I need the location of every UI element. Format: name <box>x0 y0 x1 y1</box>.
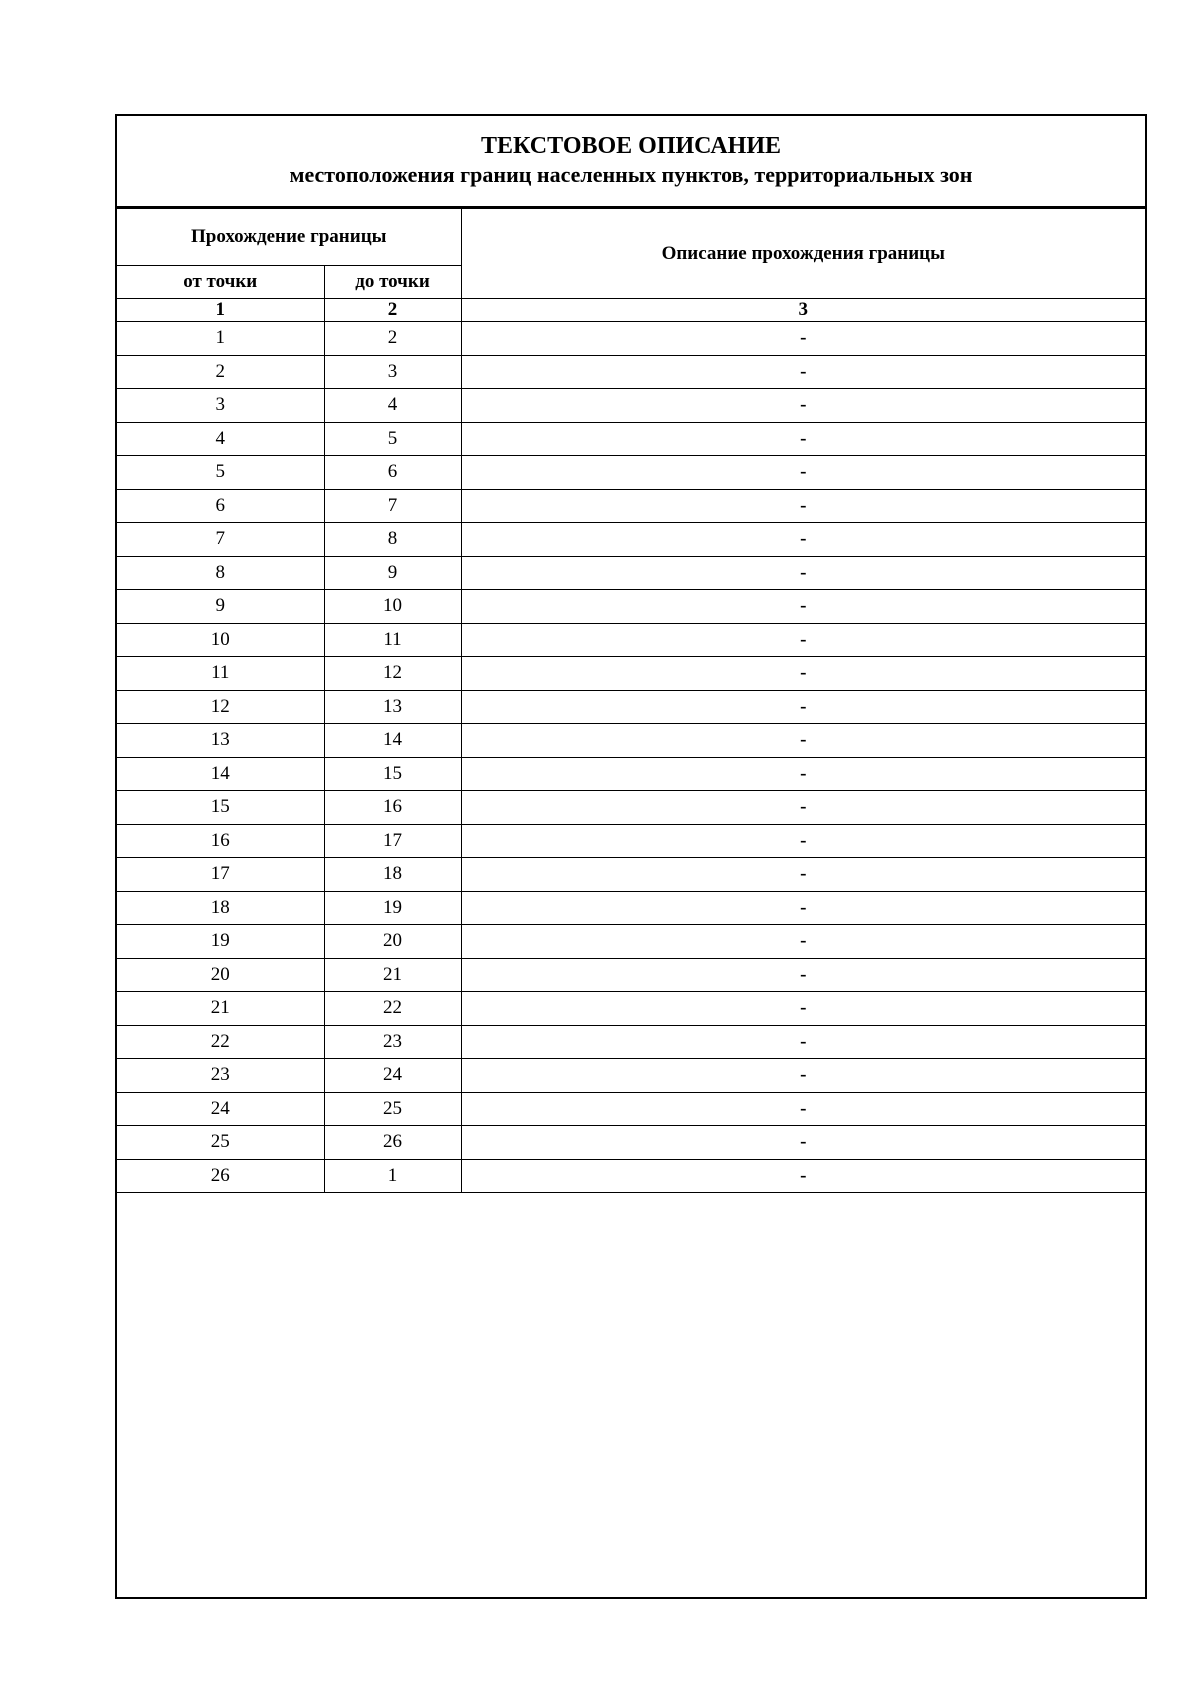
to-point-cell: 12 <box>324 657 461 691</box>
from-point-cell: 3 <box>117 389 324 423</box>
description-cell: - <box>461 657 1145 691</box>
description-cell: - <box>461 1159 1145 1193</box>
table-row <box>117 958 1145 992</box>
to-point-cell: 19 <box>324 891 461 925</box>
to-point-cell: 16 <box>324 791 461 825</box>
table-row <box>117 757 1145 791</box>
table-row <box>117 523 1145 557</box>
table-row <box>117 992 1145 1026</box>
from-point-cell: 4 <box>117 422 324 456</box>
to-point-cell: 25 <box>324 1092 461 1126</box>
description-cell: - <box>461 623 1145 657</box>
from-point-cell: 2 <box>117 355 324 389</box>
description-cell: - <box>461 690 1145 724</box>
from-point-cell: 7 <box>117 523 324 557</box>
to-point-cell: 1 <box>324 1159 461 1193</box>
from-point-cell: 24 <box>117 1092 324 1126</box>
table-row <box>117 623 1145 657</box>
to-point-cell: 14 <box>324 724 461 758</box>
description-cell: - <box>461 1059 1145 1093</box>
header-boundary-passage: Прохождение границы <box>117 209 461 266</box>
column-number-2: 2 <box>324 299 461 322</box>
to-point-cell: 24 <box>324 1059 461 1093</box>
header-to-point: до точки <box>324 266 461 299</box>
table-row <box>117 891 1145 925</box>
table-row <box>117 1025 1145 1059</box>
table-row <box>117 590 1145 624</box>
to-point-cell: 26 <box>324 1126 461 1160</box>
table-row <box>117 556 1145 590</box>
from-point-cell: 22 <box>117 1025 324 1059</box>
to-point-cell: 4 <box>324 389 461 423</box>
table-row <box>117 858 1145 892</box>
table-row <box>117 1059 1145 1093</box>
table-row <box>117 489 1145 523</box>
from-point-cell: 25 <box>117 1126 324 1160</box>
from-point-cell: 8 <box>117 556 324 590</box>
description-cell: - <box>461 858 1145 892</box>
from-point-cell: 10 <box>117 623 324 657</box>
description-cell: - <box>461 590 1145 624</box>
table-row <box>117 824 1145 858</box>
from-point-cell: 9 <box>117 590 324 624</box>
description-cell: - <box>461 891 1145 925</box>
description-cell: - <box>461 1025 1145 1059</box>
header-description: Описание прохождения границы <box>461 209 1145 299</box>
from-point-cell: 23 <box>117 1059 324 1093</box>
to-point-cell: 21 <box>324 958 461 992</box>
from-point-cell: 21 <box>117 992 324 1026</box>
description-cell: - <box>461 456 1145 490</box>
column-number-1: 1 <box>117 299 324 322</box>
description-cell: - <box>461 355 1145 389</box>
from-point-cell: 12 <box>117 690 324 724</box>
description-cell: - <box>461 791 1145 825</box>
document-frame <box>115 114 1147 1599</box>
from-point-cell: 13 <box>117 724 324 758</box>
to-point-cell: 15 <box>324 757 461 791</box>
description-cell: - <box>461 757 1145 791</box>
from-point-cell: 16 <box>117 824 324 858</box>
table-body <box>117 322 1145 1193</box>
to-point-cell: 18 <box>324 858 461 892</box>
description-cell: - <box>461 523 1145 557</box>
from-point-cell: 18 <box>117 891 324 925</box>
to-point-cell: 20 <box>324 925 461 959</box>
title-block <box>117 116 1145 208</box>
from-point-cell: 5 <box>117 456 324 490</box>
table-row <box>117 322 1145 356</box>
to-point-cell: 11 <box>324 623 461 657</box>
from-point-cell: 14 <box>117 757 324 791</box>
document-subtitle: местоположения границ населенных пунктов, территориальных зон <box>289 162 973 187</box>
description-cell: - <box>461 489 1145 523</box>
table-row <box>117 389 1145 423</box>
from-point-cell: 20 <box>117 958 324 992</box>
description-cell: - <box>461 422 1145 456</box>
from-point-cell: 26 <box>117 1159 324 1193</box>
table-row <box>117 1159 1145 1193</box>
table-row <box>117 724 1145 758</box>
to-point-cell: 22 <box>324 992 461 1026</box>
description-cell: - <box>461 322 1145 356</box>
boundary-table <box>117 208 1145 1193</box>
description-cell: - <box>461 958 1145 992</box>
from-point-cell: 17 <box>117 858 324 892</box>
description-cell: - <box>461 556 1145 590</box>
from-point-cell: 1 <box>117 322 324 356</box>
to-point-cell: 2 <box>324 322 461 356</box>
to-point-cell: 10 <box>324 590 461 624</box>
to-point-cell: 9 <box>324 556 461 590</box>
description-cell: - <box>461 724 1145 758</box>
description-cell: - <box>461 389 1145 423</box>
to-point-cell: 13 <box>324 690 461 724</box>
to-point-cell: 6 <box>324 456 461 490</box>
description-cell: - <box>461 1092 1145 1126</box>
table-row <box>117 355 1145 389</box>
description-cell: - <box>461 824 1145 858</box>
table-row <box>117 1092 1145 1126</box>
header-from-point: от точки <box>117 266 324 299</box>
from-point-cell: 6 <box>117 489 324 523</box>
description-cell: - <box>461 992 1145 1026</box>
description-cell: - <box>461 1126 1145 1160</box>
table-row <box>117 657 1145 691</box>
table-row <box>117 456 1145 490</box>
table-row <box>117 1126 1145 1160</box>
from-point-cell: 15 <box>117 791 324 825</box>
table-row <box>117 690 1145 724</box>
column-number-3: 3 <box>461 299 1145 322</box>
table-row <box>117 791 1145 825</box>
document-title: ТЕКСТОВОЕ ОПИСАНИЕ <box>480 133 781 159</box>
table-row <box>117 925 1145 959</box>
description-cell: - <box>461 925 1145 959</box>
to-point-cell: 5 <box>324 422 461 456</box>
to-point-cell: 17 <box>324 824 461 858</box>
table-row <box>117 422 1145 456</box>
to-point-cell: 3 <box>324 355 461 389</box>
to-point-cell: 7 <box>324 489 461 523</box>
from-point-cell: 19 <box>117 925 324 959</box>
to-point-cell: 8 <box>324 523 461 557</box>
from-point-cell: 11 <box>117 657 324 691</box>
to-point-cell: 23 <box>324 1025 461 1059</box>
